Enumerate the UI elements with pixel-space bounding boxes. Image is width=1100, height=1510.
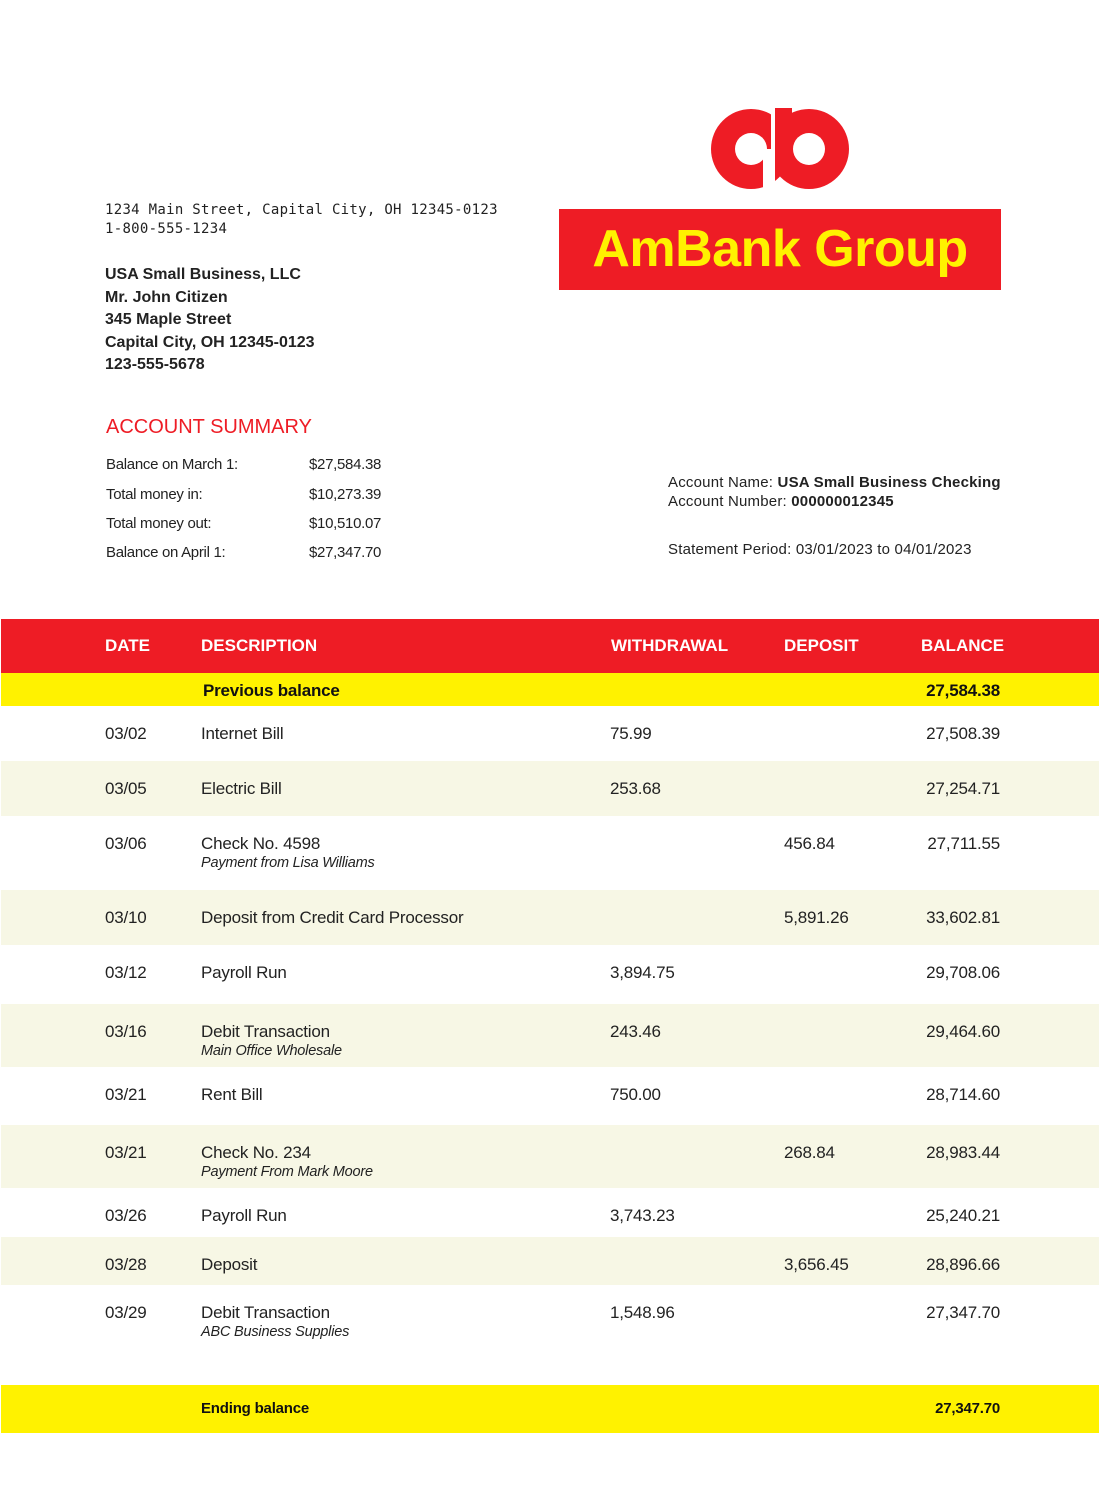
row-description-text: Debit Transaction [201,1022,330,1041]
bank-phone: 1-800-555-1234 [105,221,228,237]
summary-label: Total money in: [106,486,203,503]
row-description-detail: Payment from Lisa Williams [201,855,375,871]
row-withdrawal: 243.46 [610,1022,661,1041]
row-description-text: Debit Transaction [201,1303,330,1322]
row-description: Rent Bill [201,1085,263,1104]
row-balance: 29,708.06 [926,963,1000,982]
row-withdrawal: 3,894.75 [610,963,675,982]
row-withdrawal: 3,743.23 [610,1206,675,1225]
bank-address: 1234 Main Street, Capital City, OH 12345-0123 [105,202,498,218]
row-date: 03/12 [105,963,147,982]
table-row [1,761,1099,816]
row-deposit: 3,656.45 [784,1255,849,1274]
row-balance: 33,602.81 [926,908,1000,927]
row-description-text: Check No. 234 [201,1143,311,1162]
header-deposit: DEPOSIT [784,636,859,655]
customer-street: 345 Maple Street [105,311,232,328]
row-deposit: 5,891.26 [784,908,849,927]
previous-balance-value: 27,584.38 [926,681,1000,700]
account-name-label: Account Name: [668,474,774,491]
table-row [1,1004,1099,1067]
customer-address-block [105,264,315,377]
bank-address-block [105,201,498,239]
summary-row [106,515,406,532]
row-date: 03/02 [105,724,147,743]
summary-value: $10,273.39 [309,486,382,503]
transactions-table [1,619,1099,1433]
row-deposit: 456.84 [784,834,835,853]
row-description [201,1022,342,1059]
table-header [1,619,1099,673]
row-balance: 27,347.70 [926,1303,1000,1322]
ending-balance-label: Ending balance [201,1400,310,1417]
row-description [201,1143,373,1180]
customer-name: Mr. John Citizen [105,288,228,306]
row-balance: 28,714.60 [926,1085,1000,1104]
summary-value: $27,347.70 [309,544,382,561]
header-date: DATE [105,636,151,655]
customer-city: Capital City, OH 12345-0123 [105,333,315,351]
table-row [1,1125,1099,1188]
summary-value: $27,584.38 [309,456,382,473]
row-description: Internet Bill [201,724,284,743]
row-date: 03/28 [105,1255,147,1274]
summary-label: Total money out: [106,515,212,532]
row-date: 03/21 [105,1143,147,1162]
ending-balance-value: 27,347.70 [935,1400,1000,1417]
ambank-logo-icon [710,108,850,190]
row-description: Electric Bill [201,779,282,798]
summary-row [106,486,406,503]
header-withdrawal: WITHDRAWAL [611,636,729,655]
customer-company: USA Small Business, LLC [105,266,301,283]
row-description-detail: ABC Business Supplies [201,1324,350,1340]
row-withdrawal: 750.00 [610,1085,661,1104]
account-name: USA Small Business Checking [777,474,1001,491]
row-description: Payroll Run [201,1206,287,1225]
header-description: DESCRIPTION [201,636,318,655]
row-description: Deposit from Credit Card Processor [201,908,464,927]
row-balance: 27,508.39 [926,724,1000,743]
table-row [1,1188,1099,1237]
row-deposit: 268.84 [784,1143,835,1162]
summary-label: Balance on March 1: [106,456,238,473]
row-balance: 27,254.71 [926,779,1000,798]
row-date: 03/26 [105,1206,147,1225]
row-description: Payroll Run [201,963,287,982]
row-description [201,1303,349,1340]
row-date: 03/05 [105,779,147,798]
summary-row [106,456,406,473]
previous-balance-row [1,673,1099,706]
row-description-detail: Main Office Wholesale [201,1043,342,1059]
row-description-detail: Payment From Mark Moore [201,1164,373,1180]
row-description: Deposit [201,1255,258,1274]
row-balance: 28,983.44 [926,1143,1000,1162]
table-row [1,890,1099,945]
summary-value: $10,510.07 [309,515,382,532]
row-balance: 29,464.60 [926,1022,1000,1041]
table-row [1,945,1099,1004]
row-balance: 27,711.55 [927,834,1000,853]
row-date: 03/16 [105,1022,147,1041]
statement-period: Statement Period: 03/01/2023 to 04/01/2023 [668,541,972,558]
header-balance: BALANCE [921,636,1005,655]
row-withdrawal: 253.68 [610,779,661,798]
row-withdrawal: 75.99 [610,724,652,743]
previous-balance-label: Previous balance [203,681,340,700]
account-number: 000000012345 [791,493,894,510]
account-summary-title: ACCOUNT SUMMARY [106,416,312,438]
table-row [1,1285,1099,1385]
row-description [201,834,375,871]
account-number-label: Account Number: [668,493,787,510]
summary-label: Balance on April 1: [106,544,226,561]
table-row [1,1237,1099,1285]
row-description-text: Check No. 4598 [201,834,321,853]
row-date: 03/06 [105,834,147,853]
table-row [1,1067,1099,1125]
summary-row [106,544,406,561]
row-balance: 25,240.21 [926,1206,1000,1225]
row-date: 03/21 [105,1085,147,1104]
row-balance: 28,896.66 [926,1255,1000,1274]
row-date: 03/29 [105,1303,147,1322]
row-withdrawal: 1,548.96 [610,1303,675,1322]
bank-logo: AmBank Group [559,209,1001,290]
table-row [1,816,1099,890]
row-date: 03/10 [105,908,147,927]
account-info [668,473,1001,511]
ending-balance-row [1,1385,1099,1433]
customer-phone: 123-555-5678 [105,356,205,373]
table-row [1,706,1099,761]
